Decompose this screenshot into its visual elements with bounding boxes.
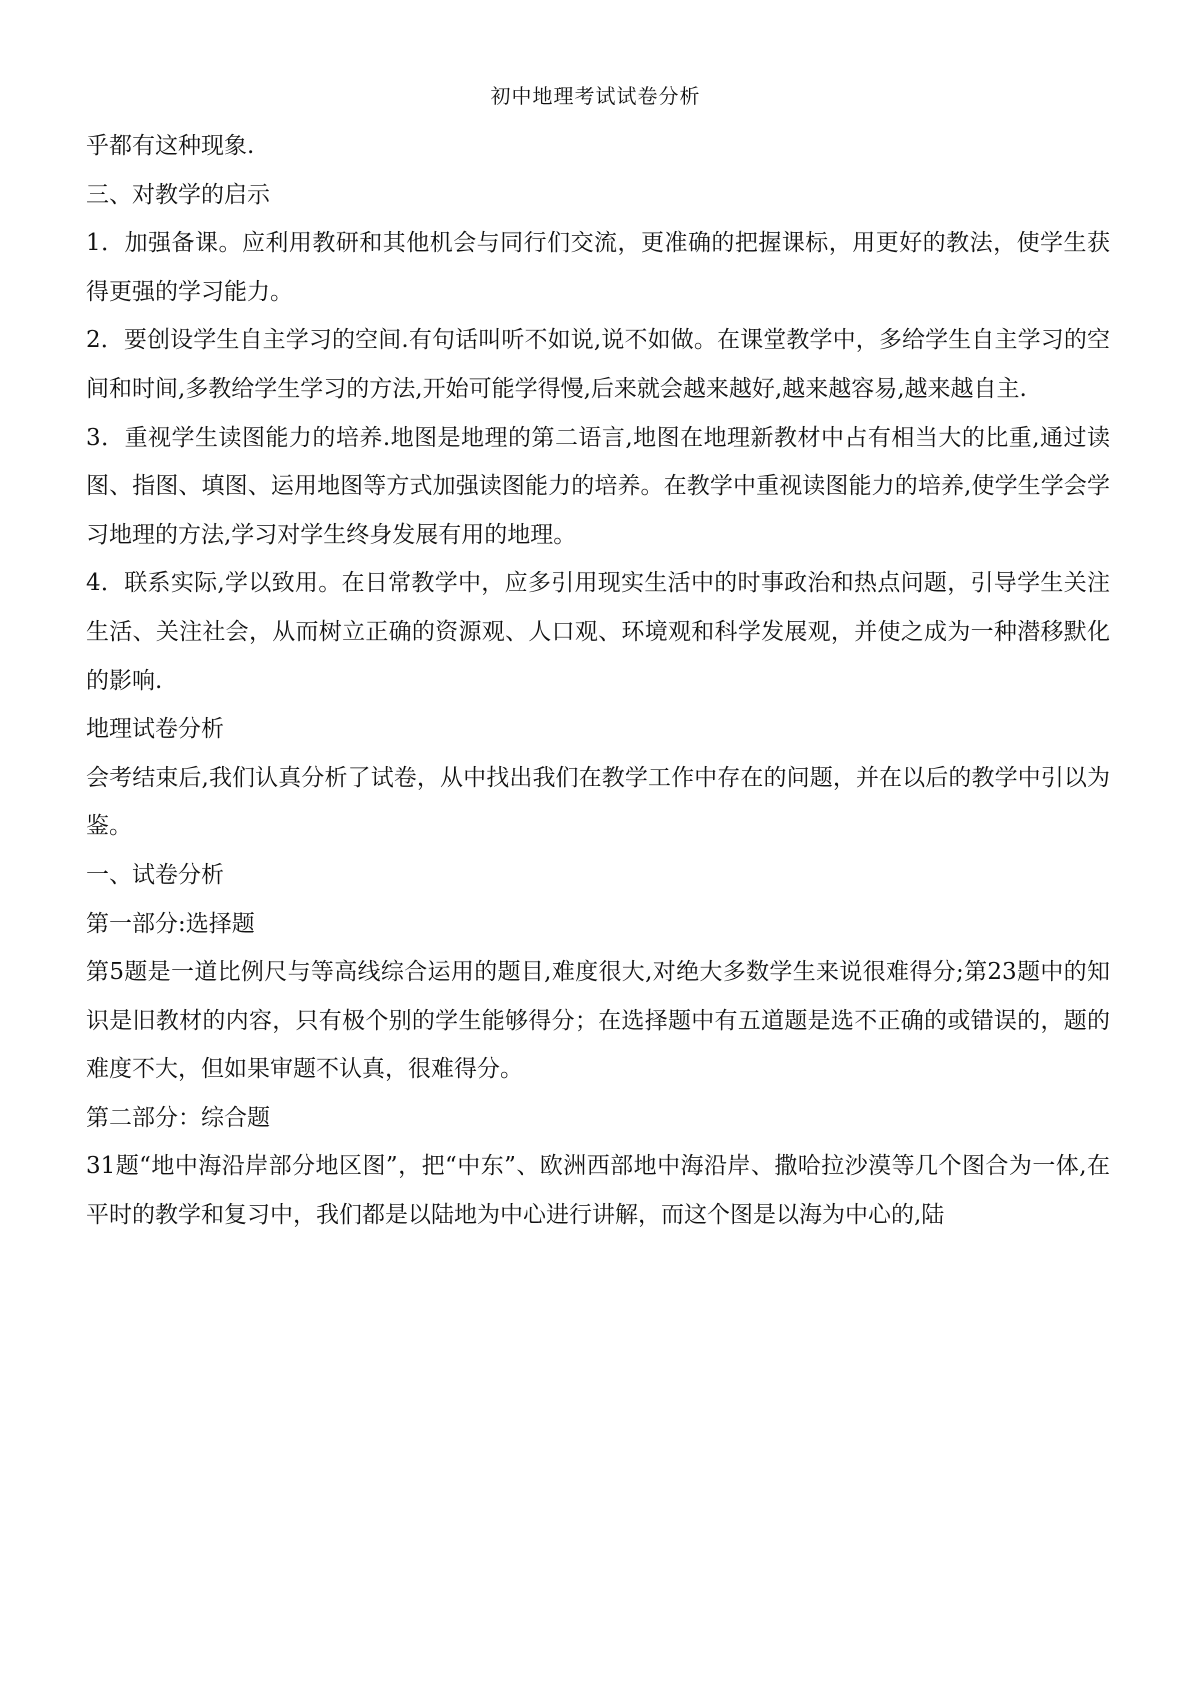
section-heading-teaching-implications: 三、对教学的启示 xyxy=(86,181,270,208)
paragraph-point-4: 4．联系实际,学以致用。在日常教学中，应多引用现实生活中的时事政治和热点问题，引导学生关注生活、关注社会，从而树立正确的资源观、人口观、环境观和科学发展观，并使之成为一种潜移默化的影响. xyxy=(86,570,1110,694)
section-title-paper-analysis: 地理试卷分析 xyxy=(86,716,224,743)
subheading-part-one: 第一部分:选择题 xyxy=(86,910,255,937)
paragraph-intro: 会考结束后,我们认真分析了试卷，从中找出我们在教学工作中存在的问题，并在以后的教学中引以为鉴。 xyxy=(86,764,1110,840)
paragraph-point-3: 3．重视学生读图能力的培养.地图是地理的第二语言,地图在地理新教材中占有相当大的比重,通过读图、指图、填图、运用地图等方式加强读图能力的培养。在教学中重视读图能力的培养,使学生学会学习地理的方法,学习对学生终身发展有用的地理。 xyxy=(86,424,1110,548)
paragraph-part-two-analysis: 31题“地中海沿岸部分地区图”，把“中东”、欧洲西部地中海沿岸、撒哈拉沙漠等几个图合为一体,在平时的教学和复习中，我们都是以陆地为中心进行讲解，而这个图是以海为中心的,陆 xyxy=(86,1153,1110,1229)
subheading-part-two: 第二部分：综合题 xyxy=(86,1104,270,1131)
paragraph-point-1: 1．加强备课。应利用教研和其他机会与同行们交流，更准确的把握课标，用更好的教法，使学生获得更强的学习能力。 xyxy=(86,230,1110,305)
document-body xyxy=(86,122,1110,1240)
paragraph-part-one-analysis: 第5题是一道比例尺与等高线综合运用的题目,难度很大,对绝大多数学生来说很难得分;第23题中的知识是旧教材的内容，只有极个别的学生能够得分；在选择题中有五道题是选不正确的或错误的，题的难度不大，但如果审题不认真，很难得分。 xyxy=(86,959,1110,1083)
paragraph-point-2: 2．要创设学生自主学习的空间.有句话叫听不如说,说不如做。在课堂教学中，多给学生自主学习的空间和时间,多教给学生学习的方法,开始可能学得慢,后来就会越来越好,越来越容易,越来越自主. xyxy=(86,327,1110,402)
section-heading-paper-analysis: 一、试卷分析 xyxy=(86,861,224,888)
page-header-title: 初中地理考试试卷分析 xyxy=(490,84,701,108)
paragraph-continuation: 乎都有这种现象. xyxy=(86,133,255,159)
